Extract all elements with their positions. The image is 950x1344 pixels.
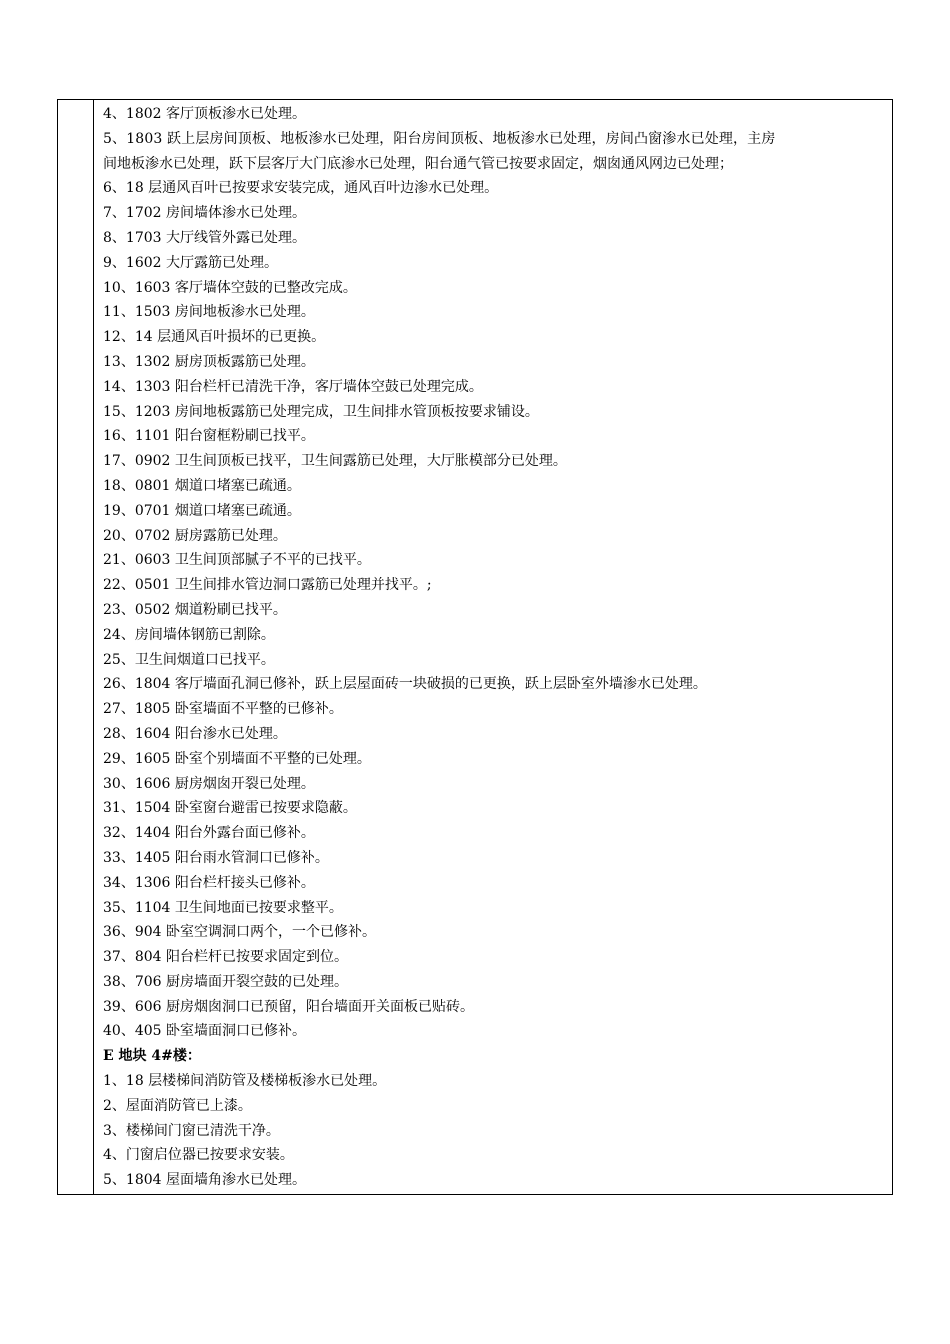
list-item: 34、1306 阳台栏杆接头已修补。 <box>103 874 315 891</box>
section-title: E 地块 4#楼： <box>103 1048 201 1065</box>
section-list-item: 3、楼梯间门窗已清洗干净。 <box>103 1122 280 1139</box>
list-item: 40、405 卧室墙面洞口已修补。 <box>103 1023 306 1040</box>
list-item: 33、1405 阳台雨水管洞口已修补。 <box>103 849 329 866</box>
list-item: 37、804 阳台栏杆已按要求固定到位。 <box>103 949 348 966</box>
list-item: 5、1803 跃上层房间顶板、地板渗水已处理，阳台房间顶板、地板渗水已处理，房间凸窗渗水已处理，主房 <box>103 130 776 147</box>
table-content-cell <box>103 102 889 1193</box>
section-list-item: 5、1804 屋面墙角渗水已处理。 <box>103 1172 306 1189</box>
list-item: 31、1504 卧室窗台避雷已按要求隐蔽。 <box>103 800 357 817</box>
list-item: 25、卫生间烟道口已找平。 <box>103 651 275 668</box>
section-list-item: 1、18 层楼梯间消防管及楼梯板渗水已处理。 <box>103 1073 387 1090</box>
list-item-continuation: 间地板渗水已处理，跃下层客厅大门底渗水已处理，阳台通气管已按要求固定，烟囱通风网边已处理； <box>103 155 733 172</box>
list-item: 16、1101 阳台窗框粉刷已找平。 <box>103 428 315 445</box>
list-item: 13、1302 厨房顶板露筋已处理。 <box>103 353 315 370</box>
list-item: 27、1805 卧室墙面不平整的已修补。 <box>103 701 343 718</box>
list-item: 24、房间墙体钢筋已割除。 <box>103 626 275 643</box>
list-item: 19、0701 烟道口堵塞已疏通。 <box>103 502 301 519</box>
list-item: 21、0603 卫生间顶部腻子不平的已找平。 <box>103 552 371 569</box>
list-item: 39、606 厨房烟囱洞口已预留，阳台墙面开关面板已贴砖。 <box>103 998 474 1015</box>
section-list-item: 4、门窗启位器已按要求安装。 <box>103 1147 294 1164</box>
list-item: 23、0502 烟道粉刷已找平。 <box>103 601 287 618</box>
list-item: 26、1804 客厅墙面孔洞已修补，跃上层屋面砖一块破损的已更换，跃上层卧室外墙渗水已处理。 <box>103 676 707 693</box>
list-item: 35、1104 卫生间地面已按要求整平。 <box>103 899 343 916</box>
list-item: 11、1503 房间地板渗水已处理。 <box>103 304 315 321</box>
list-item: 38、706 厨房墙面开裂空鼓的已处理。 <box>103 973 348 990</box>
list-item: 36、904 卧室空调洞口两个，一个已修补。 <box>103 924 376 941</box>
list-item: 17、0902 卫生间顶板已找平，卫生间露筋已处理，大厅胀模部分已处理。 <box>103 453 567 470</box>
list-item: 8、1703 大厅线管外露已处理。 <box>103 229 306 246</box>
record-table <box>57 99 893 1195</box>
list-item: 22、0501 卫生间排水管边洞口露筋已处理并找平。; <box>103 577 432 594</box>
list-item: 10、1603 客厅墙体空鼓的已整改完成。 <box>103 279 357 296</box>
section-list-item: 2、屋面消防管已上漆。 <box>103 1097 252 1114</box>
list-item: 20、0702 厨房露筋已处理。 <box>103 527 287 544</box>
list-item: 15、1203 房间地板露筋已处理完成，卫生间排水管顶板按要求铺设。 <box>103 403 539 420</box>
list-item: 30、1606 厨房烟囱开裂已处理。 <box>103 775 315 792</box>
list-item: 4、1802 客厅顶板渗水已处理。 <box>103 106 306 122</box>
list-item: 7、1702 房间墙体渗水已处理。 <box>103 205 306 222</box>
list-item: 14、1303 阳台栏杆已清洗干净，客厅墙体空鼓已处理完成。 <box>103 378 483 395</box>
list-item: 28、1604 阳台渗水已处理。 <box>103 725 287 742</box>
list-item: 29、1605 卧室个别墙面不平整的已处理。 <box>103 750 371 767</box>
list-item: 32、1404 阳台外露台面已修补。 <box>103 825 315 842</box>
list-item: 6、18 层通风百叶已按要求安装完成，通风百叶边渗水已处理。 <box>103 180 499 197</box>
list-item: 18、0801 烟道口堵塞已疏通。 <box>103 477 301 494</box>
list-item: 12、14 层通风百叶损坏的已更换。 <box>103 329 326 346</box>
list-item: 9、1602 大厅露筋已处理。 <box>103 254 278 271</box>
table-left-column <box>58 100 94 1194</box>
